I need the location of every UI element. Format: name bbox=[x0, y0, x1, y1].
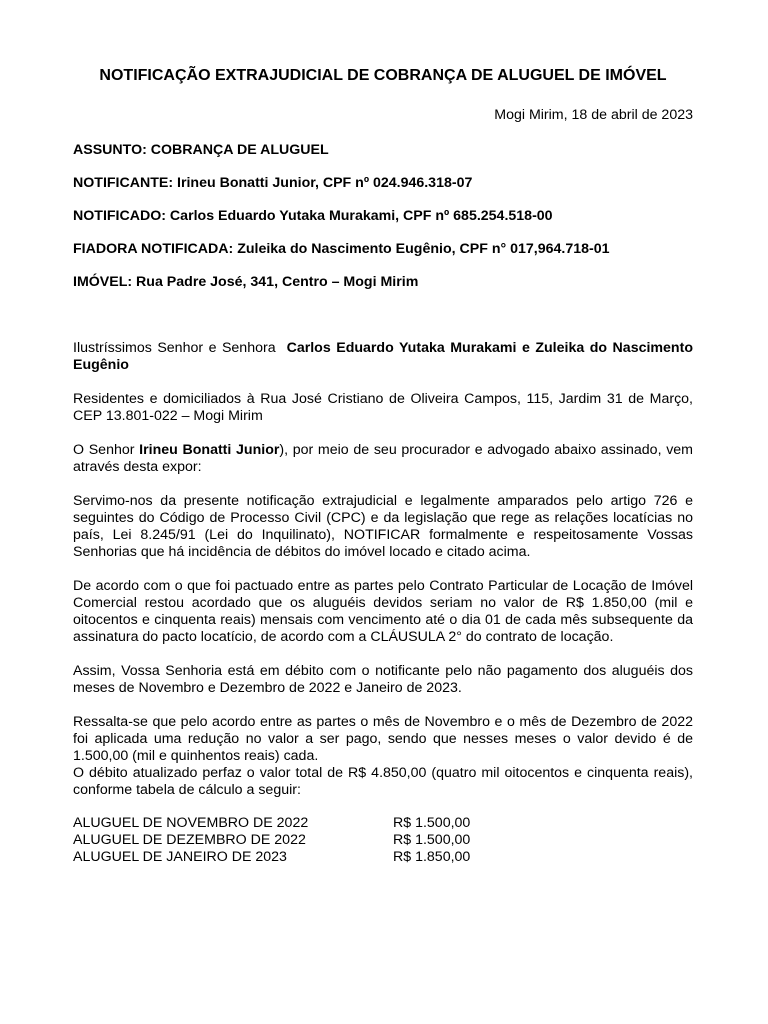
legal-basis-paragraph: Servimo-nos da presente notificação extrajudicial e legalmente amparados pelo artigo 726 e seguintes do Código de Processo Civil (CPC) e da legislação que rege as relações locatícias no país, Lei 8.245/91 (Lei do Inquilinato), NOTIFICAR formalmente e respeitosamente Vossas Senhorias que há incidência de débitos do imóvel locado e citado acima. bbox=[73, 493, 693, 560]
debt-paragraph: Assim, Vossa Senhoria está em débito com o notificante pelo não pagamento dos aluguéis dos meses de Novembro e Dezembro de 2022 e Janeiro de 2023. bbox=[73, 663, 693, 696]
calc-row-value: R$ 1.500,00 bbox=[393, 832, 471, 848]
greeting-paragraph bbox=[73, 340, 693, 374]
calc-row-label: ALUGUEL DE JANEIRO DE 2023 bbox=[73, 849, 287, 865]
document-date: Mogi Mirim, 18 de abril de 2023 bbox=[494, 107, 693, 123]
subject-line: ASSUNTO: COBRANÇA DE ALUGUEL bbox=[73, 142, 329, 158]
document-title: NOTIFICAÇÃO EXTRAJUDICIAL DE COBRANÇA DE ALUGUEL DE IMÓVEL bbox=[99, 67, 667, 84]
calc-row-label: ALUGUEL DE DEZEMBRO DE 2022 bbox=[73, 832, 306, 848]
calc-row-value: R$ 1.850,00 bbox=[393, 849, 471, 865]
document-page bbox=[73, 66, 693, 866]
calc-row-label: ALUGUEL DE NOVEMBRO DE 2022 bbox=[73, 815, 309, 831]
total-paragraph: O débito atualizado perfaz o valor total de R$ 4.850,00 (quatro mil oitocentos e cinquenta reais), conforme tabela de cálculo a seguir: bbox=[73, 765, 693, 798]
contract-paragraph: De acordo com o que foi pactuado entre as partes pelo Contrato Particular de Locação de Imóvel Comercial restou acordado que os aluguéis devidos seriam no valor de R$ 1.850,00 (mil e oitocentos e cinquenta reais) mensais com vencimento até o dia 01 de cada mês subsequente da assinatura do pacto locatício, de acordo com a CLÁUSULA 2° do contrato de locação. bbox=[73, 578, 693, 645]
calc-row-value: R$ 1.500,00 bbox=[393, 815, 471, 831]
intro-name: Irineu Bonatti Junior bbox=[139, 442, 280, 458]
property-line: IMÓVEL: Rua Padre José, 341, Centro – Mogi Mirim bbox=[73, 274, 419, 290]
intro-paragraph bbox=[73, 442, 693, 476]
intro-prefix: O Senhor bbox=[73, 442, 140, 458]
calculation-table bbox=[73, 815, 693, 866]
greeting-names: Carlos Eduardo Yutaka Murakami e Zuleika do Nascimento Eugênio bbox=[73, 340, 693, 373]
notifier-line: NOTIFICANTE: Irineu Bonatti Junior, CPF nº 024.946.318-07 bbox=[73, 175, 473, 191]
greeting-prefix: Ilustríssimos Senhor e Senhora bbox=[73, 340, 287, 356]
residence-paragraph: Residentes e domiciliados à Rua José Cristiano de Oliveira Campos, 115, Jardim 31 de Março, CEP 13.801-022 – Mogi Mirim bbox=[73, 391, 693, 424]
intro-suffix: ), por meio de seu procurador e advogado abaixo assinado, vem através desta expor: bbox=[73, 442, 694, 475]
reduction-paragraph: Ressalta-se que pelo acordo entre as partes o mês de Novembro e o mês de Dezembro de 2022 foi aplicada uma redução no valor a ser pago, sendo que nesses meses o valor devido é de 1.500,00 (mil e quinhentos reais) cada. bbox=[73, 714, 693, 764]
guarantor-line: FIADORA NOTIFICADA: Zuleika do Nascimento Eugênio, CPF n° 017,964.718-01 bbox=[73, 241, 610, 257]
notified-line: NOTIFICADO: Carlos Eduardo Yutaka Murakami, CPF nº 685.254.518-00 bbox=[73, 208, 553, 224]
